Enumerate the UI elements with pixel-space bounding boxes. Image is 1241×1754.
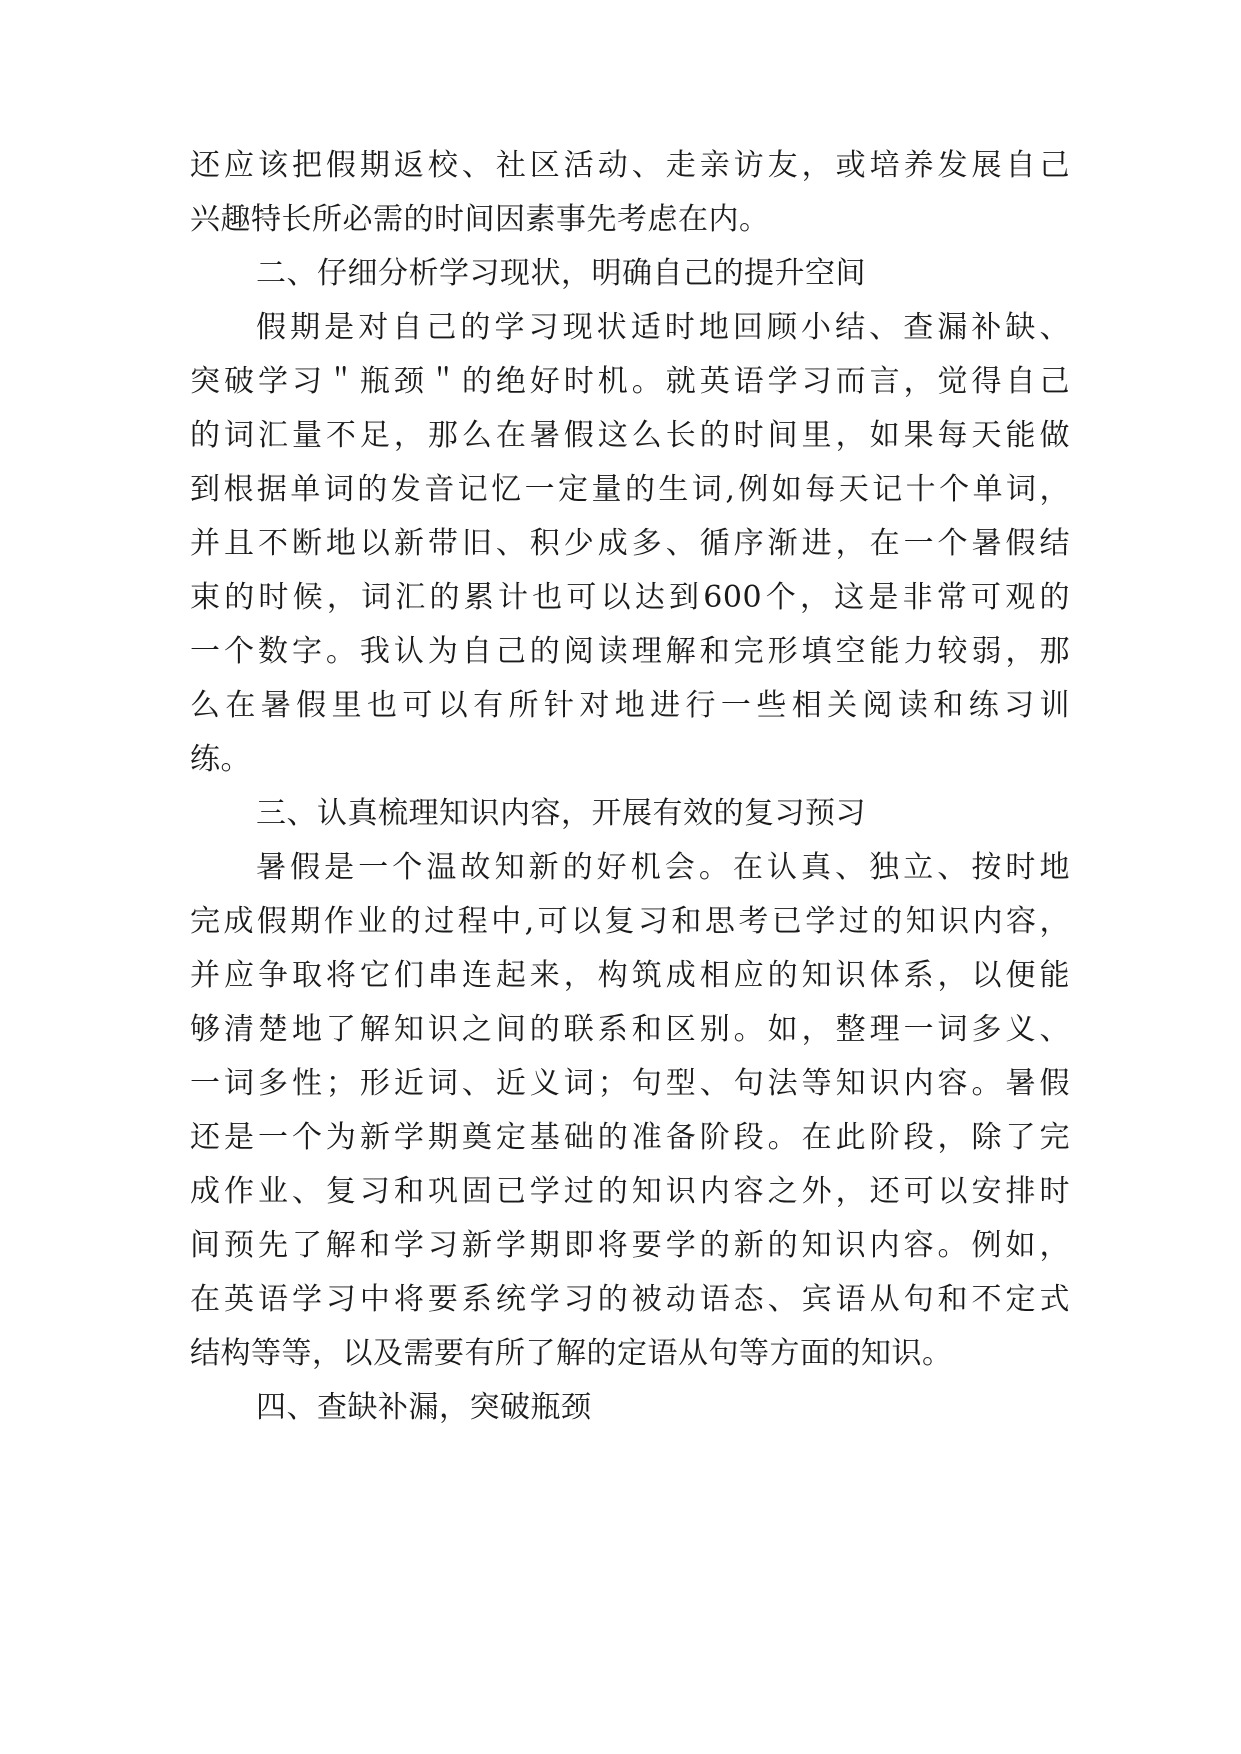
text-line: 一个数字。我认为自己的阅读理解和完形填空能力较弱，那: [190, 634, 1070, 669]
text-line: 并且不断地以新带旧、积少成多、循序渐进，在一个暑假结: [190, 526, 1070, 561]
text-line: 并应争取将它们串连起来，构筑成相应的知识体系，以便能: [190, 958, 1070, 993]
text-line: 一词多性；形近词、近义词；句型、句法等知识内容。暑假: [190, 1066, 1070, 1101]
text-line: 在英语学习中将要系统学习的被动语态、宾语从句和不定式: [190, 1282, 1070, 1317]
text-line: 间预先了解和学习新学期即将要学的新的知识内容。例如，: [190, 1228, 1070, 1263]
text-line: 束的时候，词汇的累计也可以达到600个，这是非常可观的: [190, 580, 1070, 615]
text-line: 够清楚地了解知识之间的联系和区别。如，整理一词多义、: [190, 1012, 1070, 1047]
text-line: 突破学习＂瓶颈＂的绝好时机。就英语学习而言，觉得自己: [190, 364, 1070, 399]
text-line: 结构等等，以及需要有所了解的定语从句等方面的知识。: [190, 1336, 953, 1371]
text-line: 还是一个为新学期奠定基础的准备阶段。在此阶段，除了完: [190, 1120, 1070, 1155]
text-line: 暑假是一个温故知新的好机会。在认真、独立、按时地: [256, 850, 1070, 885]
text-line: 还应该把假期返校、社区活动、走亲访友，或培养发展自己: [190, 148, 1070, 183]
section-heading: 三、认真梳理知识内容，开展有效的复习预习: [256, 796, 866, 831]
section-heading: 四、查缺补漏，突破瓶颈: [256, 1390, 592, 1425]
text-line: 么在暑假里也可以有所针对地进行一些相关阅读和练习训: [190, 688, 1070, 723]
text-line: 兴趣特长所必需的时间因素事先考虑在内。: [190, 202, 770, 237]
text-line: 假期是对自己的学习现状适时地回顾小结、查漏补缺、: [256, 310, 1070, 345]
text-line: 完成假期作业的过程中,可以复习和思考已学过的知识内容，: [190, 904, 1070, 939]
text-line: 到根据单词的发音记忆一定量的生词,例如每天记十个单词，: [190, 472, 1070, 507]
section-heading: 二、仔细分析学习现状，明确自己的提升空间: [256, 256, 866, 291]
text-line: 练。: [190, 742, 251, 777]
text-line: 成作业、复习和巩固已学过的知识内容之外，还可以安排时: [190, 1174, 1070, 1209]
text-line: 的词汇量不足，那么在暑假这么长的时间里，如果每天能做: [190, 418, 1070, 453]
